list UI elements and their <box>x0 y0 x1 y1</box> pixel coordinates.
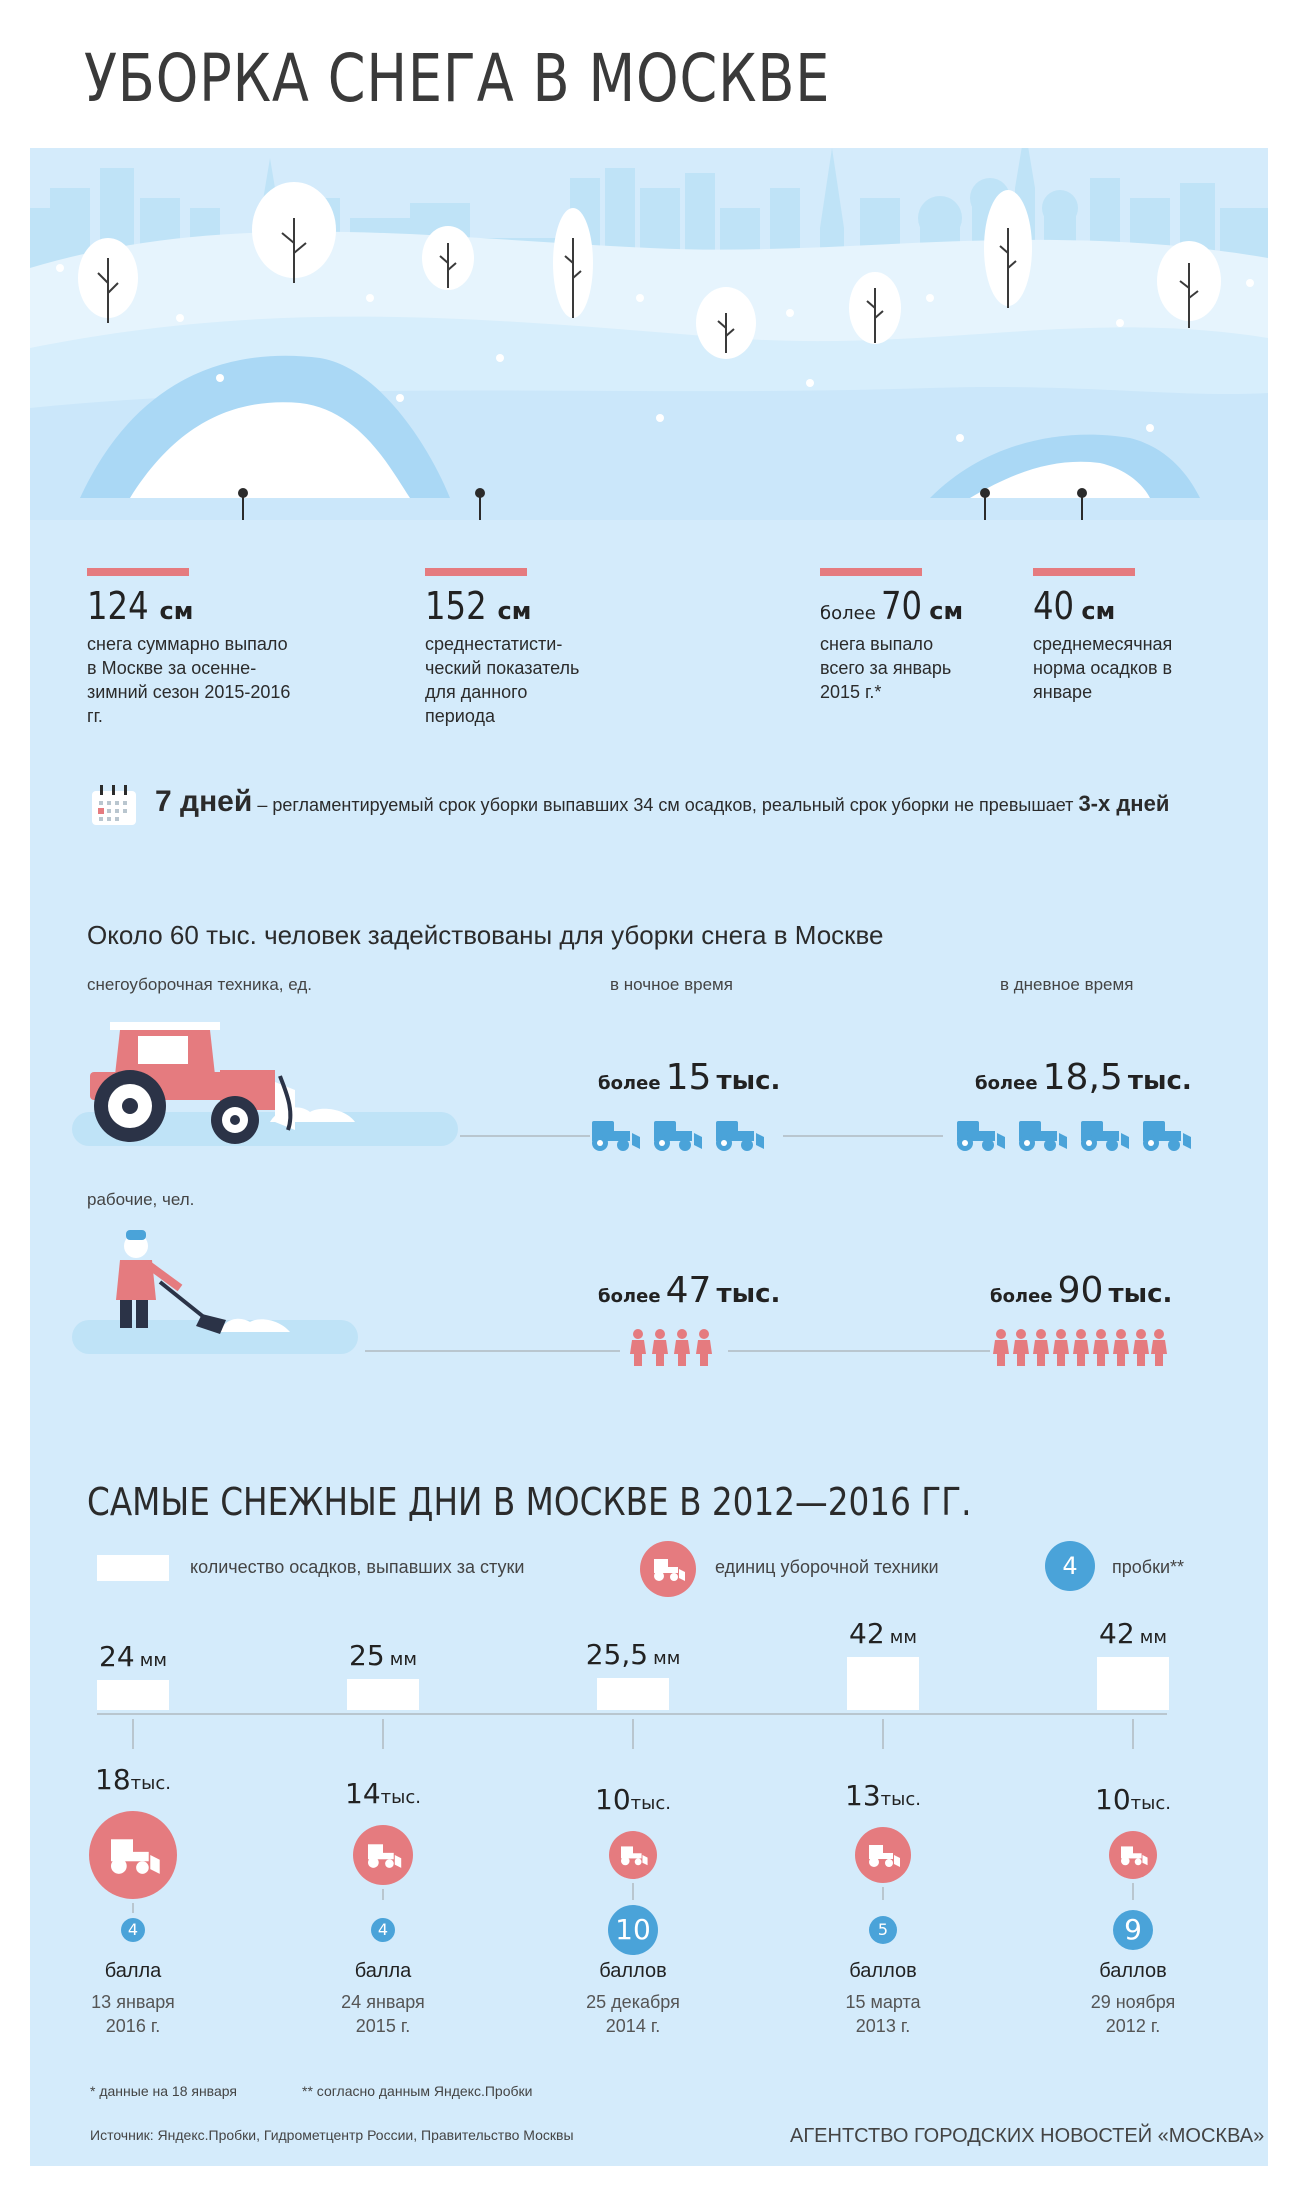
timeline-connector <box>632 1719 634 1749</box>
precip-value <box>783 1617 983 1650</box>
equipment-number: 18 <box>95 1763 131 1796</box>
stat-4-unit: см <box>1081 597 1116 625</box>
traffic-score-badge: 9 <box>1113 1910 1153 1950</box>
snow-tractor-illustration <box>70 1010 470 1160</box>
precip-box <box>847 1657 919 1710</box>
equipment-unit: тыс. <box>1130 1793 1171 1814</box>
timeline-connector <box>882 1887 884 1900</box>
snowiest-heading: САМЫЕ СНЕЖНЫЕ ДНИ В МОСКВЕ В 2012—2016 ГГ. <box>87 1480 972 1524</box>
traffic-score-badge: 10 <box>608 1905 658 1955</box>
equipment-day-prefix: более <box>975 1073 1038 1094</box>
equipment-tractor-icon <box>1109 1831 1157 1879</box>
workers-night-value <box>598 1270 780 1311</box>
calendar-icon <box>90 783 138 827</box>
equipment-count <box>33 1763 233 1796</box>
equipment-tractor-icon <box>353 1825 413 1885</box>
snow-day-date-day: 29 ноября <box>1090 1992 1176 2012</box>
people-heading: Около 60 тыс. человек задействованы для уборки снега в Москве <box>87 920 884 950</box>
precip-unit: мм <box>139 1650 167 1671</box>
stat-1-unit: см <box>159 597 194 625</box>
stat-2-text: среднестатисти-ческий показатель для данного периода <box>425 634 580 726</box>
timeline-axis <box>97 1713 1167 1715</box>
stat-4-value <box>1033 584 1115 628</box>
equipment-unit: тыс. <box>630 1793 671 1814</box>
legend-traffic-icon: 4 <box>1045 1541 1095 1591</box>
stat-4-marker <box>1033 568 1135 576</box>
legend-precip-text: количество осадков, выпавших за стуки <box>190 1557 525 1577</box>
traffic-score-word: баллов <box>849 1960 917 1982</box>
snow-day-date-day: 15 марта <box>845 1992 921 2012</box>
traffic-score-word: балла <box>104 1960 162 1982</box>
stat-3-text: снега выпало всего за январь 2015 г.* <box>820 634 952 702</box>
tractor-icons-day <box>953 1115 1203 1155</box>
snow-day-date <box>783 1990 983 2038</box>
equipment-night-number: 15 <box>665 1057 712 1098</box>
stat-4-number: 40 <box>1033 584 1075 628</box>
snow-day-date <box>283 1990 483 2038</box>
agency-name: АГЕНТСТВО ГОРОДСКИХ НОВОСТЕЙ «МОСКВА» <box>790 2125 1265 2147</box>
traffic-score-word: баллов <box>599 1960 667 1982</box>
timeline-connector <box>632 1883 634 1900</box>
workers-night-unit: тыс. <box>716 1279 781 1309</box>
precip-box <box>597 1678 669 1710</box>
traffic-score-word: баллов <box>1099 1960 1167 1982</box>
person-icons-night <box>630 1328 720 1368</box>
timeline-connector <box>1132 1883 1134 1900</box>
precip-value <box>283 1639 483 1672</box>
timeline-connector <box>382 1889 384 1900</box>
timeline-connector <box>132 1719 134 1749</box>
day-label: в дневное время <box>1000 975 1134 994</box>
precip-box <box>347 1679 419 1710</box>
traffic-score-word: балла <box>354 1960 412 1982</box>
equipment-count <box>283 1777 483 1810</box>
night-label: в ночное время <box>610 975 733 994</box>
deadline-line <box>155 785 1169 819</box>
equipment-tractor-icon <box>855 1827 911 1883</box>
snow-day-date-year: 2012 г. <box>1105 2016 1161 2036</box>
equipment-tractor-icon <box>609 1831 657 1879</box>
snow-day-date-day: 25 декабря <box>586 1992 680 2012</box>
legend-equipment-text: единиц уборочной техники <box>715 1557 939 1577</box>
workers-night-number: 47 <box>665 1270 712 1311</box>
precip-number: 24 <box>99 1640 135 1673</box>
precip-number: 42 <box>849 1617 885 1650</box>
legend-precip-swatch <box>97 1555 169 1581</box>
equipment-tractor-icon <box>89 1811 177 1899</box>
legend-equipment-icon <box>640 1541 696 1597</box>
precip-value <box>1033 1617 1233 1650</box>
snow-day-date-day: 13 января <box>91 1992 175 2012</box>
timeline-connector <box>882 1719 884 1749</box>
equipment-day-value <box>975 1057 1192 1098</box>
deadline-text: – регламентируемый срок уборки выпавших 34 см осадков, реальный срок уборки не превышает <box>252 795 1079 815</box>
stat-3-marker <box>820 568 922 576</box>
workers-label: рабочие, чел. <box>87 1190 195 1209</box>
equipment-day-unit: тыс. <box>1127 1066 1192 1096</box>
page-title: УБОРКА СНЕГА В МОСКВЕ <box>84 40 831 117</box>
equipment-night-prefix: более <box>598 1073 661 1094</box>
equipment-count <box>1033 1783 1233 1816</box>
precip-value <box>33 1640 233 1673</box>
footnote-1: * данные на 18 января <box>90 2083 237 2099</box>
workers-connector-1 <box>365 1350 620 1352</box>
traffic-score-badge: 4 <box>121 1918 145 1942</box>
equipment-night-value <box>598 1057 780 1098</box>
deadline-days: 7 дней <box>155 785 253 818</box>
stat-3-unit: см <box>929 597 964 625</box>
workers-day-unit: тыс. <box>1108 1279 1173 1309</box>
snow-day-date-year: 2013 г. <box>855 2016 911 2036</box>
equipment-number: 14 <box>345 1777 381 1810</box>
traffic-score-badge: 5 <box>869 1916 897 1944</box>
equipment-day-number: 18,5 <box>1042 1057 1123 1098</box>
equipment-number: 10 <box>1095 1783 1131 1816</box>
snow-day-date <box>33 1990 233 2038</box>
snow-day-date-year: 2016 г. <box>105 2016 161 2036</box>
equipment-label: снегоуборочная техника, ед. <box>87 975 312 994</box>
precip-box <box>1097 1657 1169 1710</box>
precip-unit: мм <box>389 1649 417 1670</box>
timeline-connector <box>132 1903 134 1913</box>
stat-2-value <box>425 584 531 628</box>
stat-2-number: 152 <box>425 584 487 628</box>
snow-day-date-year: 2015 г. <box>355 2016 411 2036</box>
workers-day-number: 90 <box>1057 1270 1104 1311</box>
precip-number: 42 <box>1099 1617 1135 1650</box>
deadline-real: 3-х дней <box>1078 791 1170 816</box>
workers-night-prefix: более <box>598 1286 661 1307</box>
precip-unit: мм <box>653 1648 681 1669</box>
precip-number: 25 <box>349 1639 385 1672</box>
person-icons-day <box>993 1328 1169 1368</box>
stat-3-number: 70 <box>880 584 922 628</box>
workers-day-value <box>990 1270 1172 1311</box>
stat-1-number: 124 <box>87 584 149 628</box>
equipment-unit: тыс. <box>380 1787 421 1808</box>
stat-2-marker <box>425 568 527 576</box>
precip-unit: мм <box>1139 1627 1167 1648</box>
stat-4-text: среднемесячная норма осадков в январе <box>1033 634 1173 702</box>
legend-traffic-text: пробки** <box>1112 1557 1185 1577</box>
equipment-connector-1 <box>460 1135 590 1137</box>
stat-1-value <box>87 584 193 628</box>
timeline-connector <box>1132 1719 1134 1749</box>
equipment-night-unit: тыс. <box>716 1066 781 1096</box>
footnote-2: ** согласно данным Яндекс.Пробки <box>302 2083 533 2099</box>
snow-day-date <box>533 1990 733 2038</box>
tractor-icons-night <box>588 1115 778 1155</box>
precip-box <box>97 1680 169 1710</box>
stat-1-marker <box>87 568 189 576</box>
equipment-number: 10 <box>595 1783 631 1816</box>
snow-day-date <box>1033 1990 1233 2038</box>
snow-worker-illustration <box>70 1222 370 1362</box>
equipment-count <box>533 1783 733 1816</box>
snow-day-date-day: 24 января <box>341 1992 425 2012</box>
equipment-count <box>783 1779 983 1812</box>
precip-number: 25,5 <box>585 1638 649 1671</box>
precip-value <box>533 1638 733 1671</box>
precip-unit: мм <box>889 1627 917 1648</box>
equipment-unit: тыс. <box>880 1789 921 1810</box>
workers-day-prefix: более <box>990 1286 1053 1307</box>
timeline-connector <box>382 1719 384 1749</box>
stat-3-prefix: более <box>820 603 876 624</box>
equipment-number: 13 <box>845 1779 881 1812</box>
winter-city-illustration <box>30 148 1268 520</box>
stat-1-text: снега суммарно выпало в Москве за осенне-зимний сезон 2015-2016 гг. <box>87 634 291 726</box>
snow-day-date-year: 2014 г. <box>605 2016 661 2036</box>
traffic-score-badge: 4 <box>371 1918 395 1942</box>
workers-connector-2 <box>728 1350 990 1352</box>
stat-2-unit: см <box>497 597 532 625</box>
stat-3-value <box>820 584 963 628</box>
source-text: Источник: Яндекс.Пробки, Гидрометцентр России, Правительство Москвы <box>90 2127 574 2143</box>
equipment-connector-2 <box>783 1135 943 1137</box>
equipment-unit: тыс. <box>130 1773 171 1794</box>
